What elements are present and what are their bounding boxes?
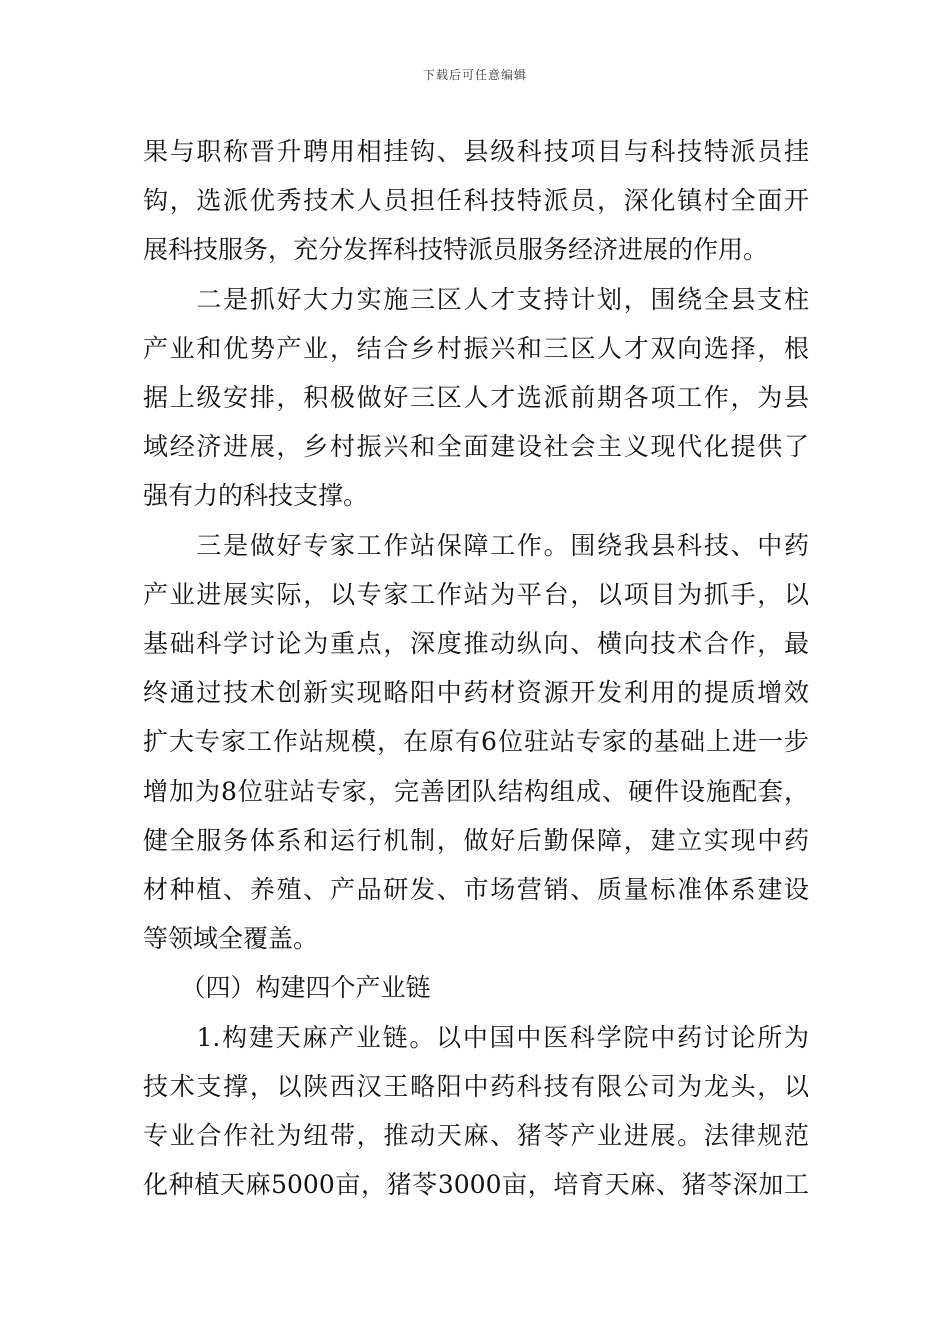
text-line: 果与职称晋升聘用相挂钩、县级科技项目与科技特派员挂 [143,137,809,166]
text-line: 展科技服务，充分发挥科技特派员服务经济进展的作用。 [143,235,769,265]
text-line: 材种植、养殖、产品研发、市场营销、质量标准体系建设 [143,875,809,905]
text-line: 三是做好专家工作站保障工作。围绕我县科技、中药 [143,530,809,560]
text-line: 终通过技术创新实现略阳中药材资源开发利用的提质增效 [143,678,809,708]
text-line: 产业进展实际，以专家工作站为平台，以项目为抓手，以 [143,579,809,609]
text-line: 扩大专家工作站规模，在原有6位驻站专家的基础上进一步 [143,727,809,757]
text-line: 技术支撑，以陕西汉王略阳中药科技有限公司为龙头，以 [143,1071,809,1101]
text-line: 健全服务体系和运行机制，做好后勤保障，建立实现中药 [143,825,809,855]
page-header: 下载后可任意编辑 [422,68,527,82]
section-heading: （四）构建四个产业链 [143,973,431,1003]
text-line: 钩，选派优秀技术人员担任科技特派员，深化镇村全面开 [143,186,809,216]
text-line: 等领域全覆盖。 [143,924,319,954]
text-line: 专业合作社为纽带，推动天麻、猪苓产业进展。法律规范 [143,1121,809,1151]
text-line: 域经济进展，乡村振兴和全面建设社会主义现代化提供了 [143,432,809,462]
text-line: 1.构建天麻产业链。以中国中医科学院中药讨论所为 [143,1022,809,1052]
text-line: 基础科学讨论为重点，深度推动纵向、横向技术合作，最 [143,629,809,659]
text-line: 化种植天麻5000亩，猪苓3000亩，培育天麻、猪苓深加工 [143,1170,809,1200]
document-body [143,127,809,1209]
text-line: 强有力的科技支撑。 [143,481,369,511]
text-line: 产业和优势产业，结合乡村振兴和三区人才双向选择，根 [143,333,809,363]
text-line: 据上级安排，积极做好三区人才选派前期各项工作，为县 [143,383,809,413]
text-line: 增加为8位驻站专家，完善团队结构组成、硬件设施配套， [143,776,809,806]
text-line: 二是抓好大力实施三区人才支持计划，围绕全县支柱 [143,284,809,314]
